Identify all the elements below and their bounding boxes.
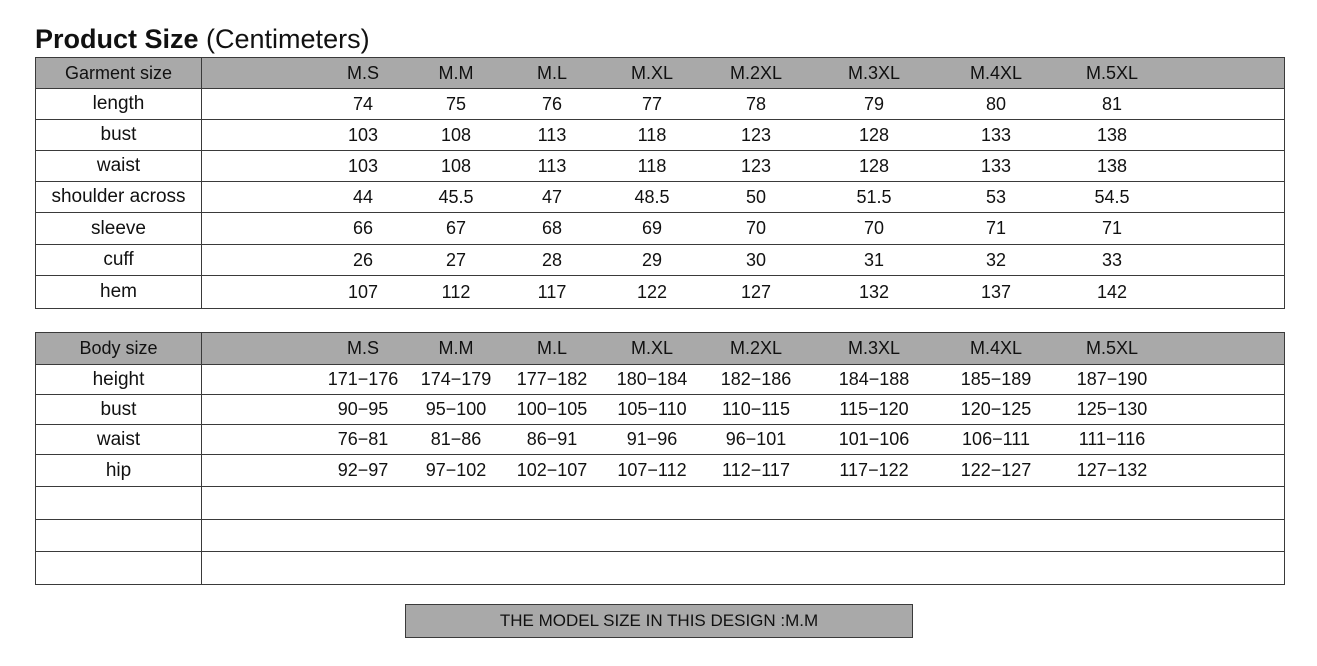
value-cell: 117−122 bbox=[839, 460, 909, 480]
value-cell: 29 bbox=[641, 249, 663, 270]
value-cell: 137 bbox=[980, 281, 1012, 302]
value-cell: 127−132 bbox=[1076, 460, 1148, 480]
value-cell: 171−176 bbox=[327, 369, 399, 389]
row-label bbox=[36, 552, 202, 584]
value-cell: 31 bbox=[863, 249, 885, 270]
value-cell: 138 bbox=[1096, 155, 1128, 176]
size-header-cell: M.3XL bbox=[847, 62, 901, 83]
table-row bbox=[36, 245, 1284, 276]
value-cell: 30 bbox=[745, 249, 767, 270]
value-cell: 28 bbox=[541, 249, 563, 270]
table-row bbox=[36, 425, 1284, 455]
row-label: hip bbox=[36, 455, 202, 486]
value-cell: 81−86 bbox=[430, 429, 482, 449]
value-cell: 96−101 bbox=[725, 429, 787, 449]
value-cell: 177−182 bbox=[516, 369, 588, 389]
size-header-cell: M.M bbox=[438, 62, 474, 83]
value-cell: 54.5 bbox=[1094, 186, 1130, 207]
table-row bbox=[36, 182, 1284, 213]
value-cell: 128 bbox=[858, 155, 890, 176]
table-row bbox=[36, 89, 1284, 120]
value-cell: 133 bbox=[980, 124, 1012, 145]
value-cell: 32 bbox=[985, 249, 1007, 270]
value-cell: 112−117 bbox=[722, 460, 790, 480]
row-label: sleeve bbox=[36, 213, 202, 244]
value-cell: 115−120 bbox=[839, 399, 909, 419]
row-label: shoulder across bbox=[36, 182, 202, 212]
value-cell: 103 bbox=[347, 124, 379, 145]
value-cell: 71 bbox=[985, 218, 1007, 238]
table-row bbox=[36, 520, 1284, 552]
value-cell: 101−106 bbox=[838, 429, 910, 449]
value-cell: 184−188 bbox=[838, 369, 910, 389]
value-cell: 111−116 bbox=[1078, 429, 1146, 449]
value-cell: 53 bbox=[985, 186, 1007, 207]
size-header-cell: M.4XL bbox=[969, 338, 1023, 358]
value-cell: 48.5 bbox=[634, 186, 670, 207]
value-cell: 33 bbox=[1101, 249, 1123, 270]
value-cell: 79 bbox=[863, 93, 885, 114]
value-cell: 174−179 bbox=[420, 369, 492, 389]
value-cell: 78 bbox=[745, 93, 767, 114]
table-row bbox=[36, 455, 1284, 487]
value-cell: 67 bbox=[445, 218, 467, 238]
value-cell: 44 bbox=[352, 186, 374, 207]
value-cell: 26 bbox=[352, 249, 374, 270]
value-cell: 97−102 bbox=[425, 460, 487, 480]
value-cell: 133 bbox=[980, 155, 1012, 176]
value-cell: 76 bbox=[541, 93, 563, 114]
size-header-cell: M.5XL bbox=[1085, 62, 1139, 83]
size-header-cell: M.2XL bbox=[729, 338, 783, 358]
title-main: Product Size bbox=[35, 24, 199, 54]
table-row bbox=[36, 151, 1284, 182]
size-header-cell: M.M bbox=[438, 338, 474, 358]
value-cell: 132 bbox=[858, 281, 890, 302]
value-cell: 74 bbox=[352, 93, 374, 114]
header-label: Garment size bbox=[36, 58, 202, 88]
header-label: Body size bbox=[36, 333, 202, 364]
value-cell: 90−95 bbox=[337, 399, 389, 419]
table-header-row bbox=[36, 333, 1284, 365]
value-cell: 108 bbox=[440, 155, 472, 176]
value-cell: 113 bbox=[537, 124, 567, 145]
title-unit: (Centimeters) bbox=[198, 24, 370, 54]
value-cell: 112 bbox=[441, 281, 471, 302]
row-label: waist bbox=[36, 151, 202, 181]
row-label: waist bbox=[36, 425, 202, 454]
value-cell: 120−125 bbox=[960, 399, 1032, 419]
value-cell: 91−96 bbox=[626, 429, 678, 449]
value-cell: 27 bbox=[445, 249, 467, 270]
value-cell: 66 bbox=[352, 218, 374, 238]
value-cell: 100−105 bbox=[516, 399, 588, 419]
value-cell: 123 bbox=[740, 124, 772, 145]
table-row bbox=[36, 276, 1284, 308]
value-cell: 75 bbox=[445, 93, 467, 114]
value-cell: 118 bbox=[637, 124, 667, 145]
size-header-cell: M.S bbox=[346, 338, 379, 358]
value-cell: 80 bbox=[985, 93, 1007, 114]
value-cell: 107−112 bbox=[617, 460, 687, 480]
value-cell: 125−130 bbox=[1076, 399, 1148, 419]
body-size-table bbox=[35, 332, 1285, 585]
table-row bbox=[36, 395, 1284, 425]
value-cell: 81 bbox=[1101, 93, 1123, 114]
size-header-cell: M.3XL bbox=[847, 338, 901, 358]
value-cell: 142 bbox=[1096, 281, 1128, 302]
value-cell: 77 bbox=[641, 93, 663, 114]
value-cell: 182−186 bbox=[720, 369, 792, 389]
value-cell: 127 bbox=[740, 281, 772, 302]
value-cell: 102−107 bbox=[516, 460, 588, 480]
size-header-cell: M.S bbox=[346, 62, 379, 83]
value-cell: 68 bbox=[541, 218, 563, 238]
size-header-cell: M.L bbox=[536, 338, 567, 358]
row-label: hem bbox=[36, 276, 202, 308]
value-cell: 51.5 bbox=[856, 186, 892, 207]
size-header-cell: M.XL bbox=[630, 62, 673, 83]
value-cell: 122−127 bbox=[960, 460, 1032, 480]
value-cell: 70 bbox=[863, 218, 885, 238]
row-label: cuff bbox=[36, 245, 202, 275]
row-label bbox=[36, 487, 202, 519]
value-cell: 70 bbox=[745, 218, 767, 238]
value-cell: 95−100 bbox=[425, 399, 487, 419]
value-cell: 113 bbox=[537, 155, 567, 176]
value-cell: 118 bbox=[637, 155, 667, 176]
value-cell: 128 bbox=[858, 124, 890, 145]
table-row bbox=[36, 487, 1284, 520]
value-cell: 45.5 bbox=[438, 186, 474, 207]
table-row bbox=[36, 552, 1284, 584]
value-cell: 50 bbox=[745, 186, 767, 207]
size-header-cell: M.5XL bbox=[1085, 338, 1139, 358]
value-cell: 187−190 bbox=[1076, 369, 1148, 389]
table-row bbox=[36, 213, 1284, 245]
garment-size-table bbox=[35, 57, 1285, 309]
value-cell: 117 bbox=[537, 281, 567, 302]
size-header-cell: M.L bbox=[536, 62, 567, 83]
value-cell: 105−110 bbox=[617, 399, 687, 419]
value-cell: 69 bbox=[641, 218, 663, 238]
model-size-note: THE MODEL SIZE IN THIS DESIGN :M.M bbox=[405, 604, 913, 638]
table-row bbox=[36, 120, 1284, 151]
value-cell: 76−81 bbox=[337, 429, 389, 449]
value-cell: 107 bbox=[347, 281, 379, 302]
value-cell: 138 bbox=[1096, 124, 1128, 145]
row-label bbox=[36, 520, 202, 551]
size-header-cell: M.XL bbox=[630, 338, 673, 358]
value-cell: 122 bbox=[636, 281, 668, 302]
value-cell: 92−97 bbox=[337, 460, 389, 480]
value-cell: 123 bbox=[740, 155, 772, 176]
size-header-cell: M.4XL bbox=[969, 62, 1023, 83]
table-header-row bbox=[36, 58, 1284, 89]
value-cell: 180−184 bbox=[616, 369, 688, 389]
table-row bbox=[36, 365, 1284, 395]
value-cell: 106−111 bbox=[962, 429, 1030, 449]
value-cell: 103 bbox=[347, 155, 379, 176]
size-header-cell: M.2XL bbox=[729, 62, 783, 83]
value-cell: 86−91 bbox=[526, 429, 578, 449]
row-label: height bbox=[36, 365, 202, 394]
page-title bbox=[35, 22, 370, 56]
value-cell: 47 bbox=[541, 186, 563, 207]
value-cell: 71 bbox=[1101, 218, 1123, 238]
value-cell: 110−115 bbox=[722, 399, 790, 419]
row-label: length bbox=[36, 89, 202, 119]
value-cell: 108 bbox=[440, 124, 472, 145]
row-label: bust bbox=[36, 395, 202, 424]
row-label: bust bbox=[36, 120, 202, 150]
value-cell: 185−189 bbox=[960, 369, 1032, 389]
